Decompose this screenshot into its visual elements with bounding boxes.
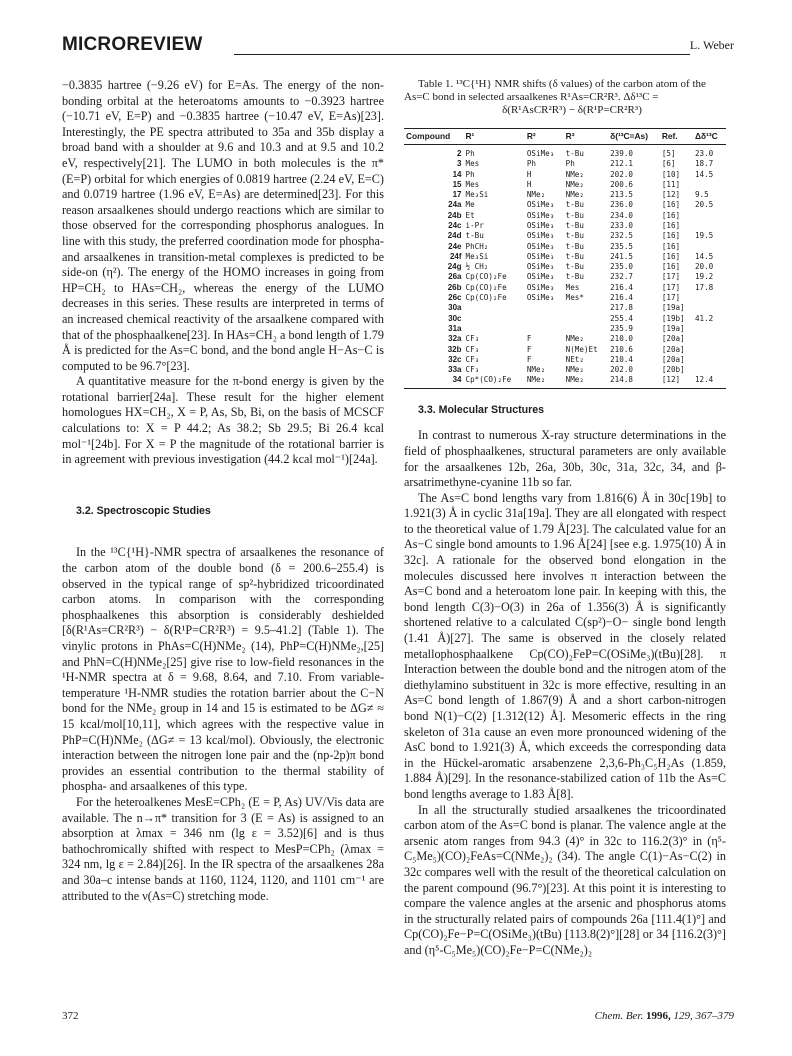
table-cell: 31a — [448, 323, 462, 333]
table-cell — [693, 345, 726, 355]
table-cell: 14.5 — [694, 169, 714, 179]
author-name: L. Weber — [689, 38, 734, 52]
table-cell: NMe₂ — [564, 375, 608, 388]
table-cell: Me — [465, 200, 475, 210]
table-cell: 241.5 — [610, 251, 633, 261]
table-cell: Ph — [465, 169, 475, 179]
table-cell: 17 — [452, 190, 462, 200]
table-cell: 210.6 — [610, 344, 633, 354]
table-row — [404, 365, 726, 375]
table-row — [404, 283, 726, 293]
column-header: R¹ — [464, 128, 525, 144]
table-cell: Mes — [465, 179, 480, 189]
table-cell: 24d — [447, 231, 462, 241]
table-cell: 24e — [448, 241, 462, 251]
paragraph: A quantitative measure for the π-bond energy is given by the rotational barrier[24a]. These result for the higher element homologues HX=CH₂, X = P, As, Sb, Bi, on the basis of MCSCF calculations to: X = P 44.2; As 38.2; Sb 29.5; Bi 26.4 kcal mol⁻¹[24b]. For X = P the magnitude of the rotational barrier is in agreement with previous investigation (44.2 kcal mol⁻¹)[24a]. — [62, 374, 384, 467]
table-cell: 15 — [452, 179, 462, 189]
table-cell: OSiMe₃ — [526, 293, 555, 303]
table-cell: t-Bu — [565, 241, 584, 251]
table-cell: i-Pr — [465, 220, 484, 230]
nmr-table — [404, 128, 726, 389]
table-cell: 30c — [448, 313, 462, 323]
table-cell: Me₃Si — [465, 251, 489, 261]
table-cell: CF₃ — [465, 344, 480, 354]
table-row — [404, 355, 726, 365]
paragraph: The As=C bond lengths vary from 1.816(6) Å in 30c[19b] to 1.921(3) Å in cyclic 31a[19a]. They are all elongated with respect to the theoretical value of 1.79 Å[23]. The calculated value for an As−C single bond amounts to 1.96 Å[24] [see e.g. 1.975(10) Å in 32c]. A rationale for the observed bond elongation in the molecules discussed here involves π interaction between the As=C bond and a heteroatom lone pair. In keeping with this, the bond length C(3)−O(3) in 26a of 1.356(3) Å is significantly shortened relative to a calculated C(sp²)−O− single bond length (1.41 Å)[27]. The same is observed in the closely related metallophosphaalkene Cp(CO)₂FeP=C(OSiMe₃)(tBu)[28]. π Interaction between the double bond and the nitrogen atom of the diethylamino substituent in 32c is more effective, resulting in an As=C bond length of 1.867(9) Å and a short carbon-nitrogen bond N(1)−C(2) [1.312(12) Å]. Mesomeric effects in the ring skeleton of 31a cause an even more pronounced widening of the AsC bond to 1.921(3) Å, which exceeds the corresponding data in the Hückel-aromatic arsabenzene 2,3,6-Ph₃C₅H₂As (1.859, 1.884 Å)[29]. In the resonance-stabilized cation of 11b the As=C bond lengths average to 1.83 Å[8]. — [404, 490, 726, 801]
table-cell: 26c — [448, 293, 462, 303]
table-cell: 214.8 — [608, 375, 660, 388]
column-header: δ(¹³C=As) — [608, 128, 660, 144]
paragraph: In contrast to numerous X-ray structure determinations in the field of phosphaalkenes, structural parameters are only available for the arsaalkenes 12b, 26a, 30b, 30c, 31a, 32c, 34, and β-arsatrimethyne-cyanine 11b so far. — [404, 428, 726, 490]
table-cell: 19.2 — [694, 272, 714, 282]
table-cell: [19a] — [661, 303, 685, 313]
section-title: MICROREVIEW — [62, 34, 203, 55]
table-cell: 202.0 — [610, 365, 633, 375]
page-header — [62, 30, 734, 64]
table-cell: 33a — [448, 365, 462, 375]
table-cell: 255.4 — [610, 313, 633, 323]
table-cell — [693, 303, 726, 313]
table-cell: Mes — [465, 159, 480, 169]
table-cell — [693, 334, 726, 344]
table-cell: 235.0 — [610, 262, 633, 272]
column-header: Ref. — [660, 128, 693, 144]
table-cell: 34 — [404, 375, 464, 388]
table-cell: OSiMe₃ — [526, 231, 555, 241]
table-cell: Mes — [565, 282, 580, 292]
column-header: Compound — [404, 128, 464, 144]
table-cell: 239.0 — [610, 148, 633, 158]
table-caption: Table 1. ¹³C{¹H} NMR shifts (δ values) of the carbon atom of the As=C bond in selected arsaalkenes R¹As=CR²R³. Δδ¹³C = — [404, 78, 706, 104]
table-cell: t-Bu — [565, 220, 584, 230]
table-cell: 24c — [448, 220, 462, 230]
table-cell: 213.5 — [610, 190, 633, 200]
table-cell: [16] — [661, 231, 681, 241]
table-cell — [525, 324, 564, 334]
table-cell: 234.0 — [610, 210, 633, 220]
table-caption-formula: δ(R¹AsCR²R³) − δ(R¹P=CR²R³) — [502, 104, 642, 117]
table-cell: [16] — [661, 241, 681, 251]
table-cell: [12] — [661, 190, 681, 200]
table-cell: N(Me)Et — [565, 344, 598, 354]
table-cell: Cp(CO)₂Fe — [465, 272, 507, 282]
column-header: Δδ¹³C — [693, 128, 726, 144]
table-cell: [19a] — [661, 323, 685, 333]
table-cell: 17.8 — [694, 282, 714, 292]
table-row — [404, 334, 726, 344]
table-cell: NMe₂ — [565, 334, 584, 344]
table-row — [404, 221, 726, 231]
table-cell — [564, 303, 608, 313]
table-cell: CF₃ — [465, 365, 480, 375]
table-cell: Cp(CO)₂Fe — [465, 282, 507, 292]
table-row — [404, 324, 726, 334]
paragraph: In the ¹³C{¹H}-NMR spectra of arsaalkenes the resonance of the carbon atom of the double bond (δ = 200.6–255.4) is observed in the typical range of sp²-hybridized tricoordinated carbon atoms. In comparison with the corresponding phosphaalkenes this absorption is considerably deshielded [δ(R¹As=CR²R³) − δ(R¹P=CR²R³) = 9.5–41.2] (Table 1). The vinylic protons in PhAs=C(H)NMe₂ (14), PhP=C(H)NMe₂,[25] and PhN=C(H)NMe₂[25] give rise to low-field resonances in the ¹H-NMR spectra at δ = 9.68, 8.64, and 7.10. From variable-temperature ¹H-NMR studies the rotation barrier about the C−N bond for the NMe₂ group in 14 and 15 is estimated to be ΔG≠ ≈ 15 kcal/mol[10,11], which agrees with the respective value in PhP=C(H)NMe₂ (ΔG≠ = 13 kcal/mol). Obviously, the electronic interaction between the nitrogen lone pair and the (np-2p)π bond provides an essential contribution to the thermal stability of phospha- and arsaalkenes of this type. — [62, 545, 384, 794]
table-cell — [564, 314, 608, 324]
table-cell: [16] — [661, 220, 681, 230]
table-cell: 216.4 — [610, 282, 633, 292]
table-body — [404, 144, 726, 388]
table-cell: 32a — [448, 334, 462, 344]
table-cell: OSiMe₃ — [526, 282, 555, 292]
table-row — [404, 345, 726, 355]
table-cell — [693, 293, 726, 303]
table-cell — [693, 221, 726, 231]
table-cell: 9.5 — [694, 190, 709, 200]
table-cell: OSiMe₃ — [526, 220, 555, 230]
table-row — [404, 144, 726, 159]
table-cell: 24g — [447, 262, 462, 272]
journal-citation — [595, 1010, 734, 1022]
table-row — [404, 262, 726, 272]
column-header: R² — [525, 128, 564, 144]
table-cell: 236.0 — [610, 200, 633, 210]
table-cell: NMe₂ — [526, 365, 546, 375]
table-cell: 32b — [447, 344, 462, 354]
table-cell: 24f — [449, 251, 462, 261]
table-cell: Ph — [465, 148, 475, 158]
table-cell — [693, 242, 726, 252]
table-cell: t-Bu — [565, 200, 584, 210]
table-cell: NMe₂ — [565, 365, 584, 375]
table-cell: [20a] — [661, 344, 685, 354]
table-row — [404, 190, 726, 200]
table-cell: 200.6 — [610, 179, 633, 189]
table-row — [404, 231, 726, 241]
left-column — [62, 78, 384, 904]
table-row — [404, 314, 726, 324]
table-cell — [693, 324, 726, 334]
table-cell — [693, 355, 726, 365]
table-cell: 20.5 — [694, 200, 714, 210]
table-cell — [693, 180, 726, 190]
table-cell: CF₃ — [465, 354, 480, 364]
table-cell: [12] — [660, 375, 693, 388]
table-cell: 235.9 — [610, 323, 633, 333]
section-heading: 3.2. Spectroscopic Studies — [76, 504, 211, 517]
table-cell: t-Bu — [465, 231, 484, 241]
table-row — [404, 375, 726, 388]
table-row — [404, 159, 726, 169]
table-row — [404, 303, 726, 313]
table-cell: 232.7 — [610, 272, 633, 282]
table-cell: [17] — [661, 282, 681, 292]
table-cell: 216.4 — [610, 293, 633, 303]
table-cell — [464, 314, 525, 324]
table-row — [404, 180, 726, 190]
table-cell: 20.0 — [694, 262, 714, 272]
table-cell — [564, 324, 608, 334]
table-cell: 210.4 — [610, 354, 633, 364]
table-cell: NMe₂ — [525, 375, 564, 388]
table-cell: 202.0 — [610, 169, 633, 179]
paragraph: In all the structurally studied arsaalkenes the tricoordinated carbon atom of the As=C bond is planar. The valence angle at the arsenic atom ranges from 94.3 (4)° in 32c to 116.2(3)° in (η⁵-C₅Me₅)(CO)₂FeAs=C(NMe₂)₂ (34). The angle C(1)−As−C(2) in 32c compares well with the result of the theoretical calculation on the parent compound (96.7°)[23]. At this point it is interesting to compare the valence angles at the arsenic and phosphorus atoms in the structurally related pairs of compounds 26a [111.4(1)°] and Cp(CO)₂Fe−P=C(OSiMe₃)(tBu) [113.8(2)°][28] or 34 [116.2(3)°] and (η⁵-C₅Me₅)(CO)₂Fe−P=C(NMe₂)₂ — [404, 802, 726, 957]
table-row — [404, 242, 726, 252]
table-cell: Cp(CO)₂Fe — [465, 293, 507, 303]
page-number: 372 — [62, 1010, 79, 1022]
table-cell: t-Bu — [565, 231, 584, 241]
table-cell: NMe₂ — [565, 179, 584, 189]
table-cell: CF₃ — [465, 334, 480, 344]
table-cell — [464, 303, 525, 313]
table-cell: [11] — [661, 179, 681, 189]
table-cell: [16] — [661, 200, 681, 210]
table-cell: F — [526, 354, 532, 364]
table-cell — [464, 324, 525, 334]
table-cell: F — [526, 344, 532, 354]
table-cell: ½ CH₂ — [465, 262, 489, 272]
table-cell: 14.5 — [694, 251, 714, 261]
table-cell: 232.5 — [610, 231, 633, 241]
table-cell: PhCH₂ — [465, 241, 489, 251]
table-cell: NEt₂ — [565, 354, 584, 364]
column-header: R³ — [564, 128, 608, 144]
paragraph: −0.3835 hartree (−9.26 eV) for E=As. The energy of the non-bonding orbital at the heteroatoms amounts to −0.3923 hartree (−10.71 eV, E=P) and −0.3835 hartree (−10.47 eV, E=As)[23]. Interestingly, the PE spectra attributed to 35a and 35b display a broad band with a shoulder at 9.6 and 10.3 and at 9.5 and 10.2 eV, respectively[21]. The LUMO in both molecules is the π* (E=P) orbital for which energies of 0.0819 hartree (2.24 eV, E=C) and 0.0719 hartree (1.96 eV, E=As) are determined[23]. For this reason arsaalkenes should undergo reactions which are similar to those observed for the corresponding phosphorus analogues. In line with this study, the preferred coordination mode for phospha- and arsaalkenes in transition-metal complexes is predicted to be side-on (η²). The energy of the HOMO increases in going from HP=CH₂ to HAs=CH₂, whereas the energy of the LUMO decreases in this series. These results are interpreted in terms of an increased chemical reactivity of the arsaalkene compared with that of the phosphaalkene[23]. In HAs=CH₂ a bond length of 1.79 Å is predicted for the As=C bond, and the bond angle H−As−C is computed to be 96.7°[23]. — [62, 78, 384, 373]
table-cell: Cp*(CO)₂Fe — [464, 375, 525, 388]
table-row — [404, 170, 726, 180]
table-cell: 26a — [448, 272, 462, 282]
journal-name: Chem. Ber. — [594, 1010, 644, 1022]
table-cell: OSiMe₃ — [526, 241, 555, 251]
right-column — [404, 78, 726, 959]
table-cell: Ph — [565, 159, 575, 169]
table-cell: OSiMe₃ — [526, 262, 555, 272]
table-cell: NMe₂ — [526, 190, 546, 200]
table-cell: 12.4 — [693, 375, 726, 388]
paragraph: For the heteroalkenes MesE=CPh₂ (E = P, As) UV/Vis data are available. The n→π* transition for 3 (E = As) is assigned to an absorption at λmax = 346 nm (lg ε = 3.52)[6] and is thus bathochromically shifted with respect to MesP=CPh₂ (λmax = 324 nm, lg ε = 2.84)[26]. In the IR spectra of the arsaalkenes 28a and 30a–c intense bands at 1160, 1124, 1120, and 1101 cm⁻¹ are attributed to the ν(As=C) stretching mode. — [62, 794, 384, 903]
table-cell: t-Bu — [565, 272, 584, 282]
table-cell: [16] — [661, 251, 681, 261]
table-cell: 23.0 — [694, 148, 714, 158]
table-cell: [16] — [661, 262, 681, 272]
table-cell: OSiMe₃ — [526, 251, 555, 261]
table-cell: 18.7 — [694, 159, 714, 169]
table-cell — [693, 365, 726, 375]
header-rule — [234, 54, 690, 55]
table-cell: 3 — [457, 159, 462, 169]
table-cell: 24b — [447, 210, 462, 220]
table-cell: NMe₂ — [565, 190, 584, 200]
table-cell: 41.2 — [694, 313, 714, 323]
table-cell: t-Bu — [565, 210, 584, 220]
table-row — [404, 211, 726, 221]
section-heading: 3.3. Molecular Structures — [418, 403, 544, 416]
table-cell: 32c — [448, 354, 462, 364]
table-cell: H — [526, 179, 532, 189]
table-cell: [16] — [661, 210, 681, 220]
table-cell: OSiMe₃ — [526, 272, 555, 282]
table-row — [404, 272, 726, 282]
table-cell: t-Bu — [565, 251, 584, 261]
table-cell: [6] — [661, 159, 676, 169]
table-cell: [10] — [661, 169, 681, 179]
journal-volume-pages: 129, 367–379 — [673, 1010, 734, 1022]
table-cell: 217.8 — [610, 303, 633, 313]
table-cell: [20b] — [661, 365, 685, 375]
table-cell: OSiMe₃ — [526, 200, 555, 210]
table-cell: OSiMe₃ — [526, 210, 555, 220]
table-cell: [20a] — [661, 354, 685, 364]
table-cell: Ph — [526, 159, 537, 169]
table-cell: [20a] — [661, 334, 685, 344]
table-cell: [17] — [661, 272, 681, 282]
table-row — [404, 200, 726, 210]
table-cell: [5] — [661, 148, 676, 158]
table-cell: [17] — [661, 293, 681, 303]
table-cell: 19.5 — [694, 231, 714, 241]
table-cell: 210.0 — [610, 334, 633, 344]
table-cell — [525, 314, 564, 324]
table-cell: NMe₂ — [565, 169, 584, 179]
table-cell: [19b] — [661, 313, 685, 323]
table-cell: Mes* — [565, 293, 584, 303]
table-cell: 24a — [448, 200, 462, 210]
table-cell: t-Bu — [565, 148, 584, 158]
table-cell: 26b — [447, 282, 462, 292]
journal-year: 1996, — [646, 1010, 671, 1022]
table-cell: F — [526, 334, 532, 344]
table-row — [404, 293, 726, 303]
table-cell: 235.5 — [610, 241, 633, 251]
table-cell: 30a — [448, 303, 462, 313]
table-cell: Me₃Si — [465, 190, 489, 200]
table-cell — [525, 303, 564, 313]
table-cell: 2 — [457, 148, 462, 158]
table-cell: Et — [465, 210, 475, 220]
table-cell: OSiMe₃ — [526, 148, 555, 158]
table-cell — [693, 211, 726, 221]
table-row — [404, 252, 726, 262]
table-cell: 14 — [452, 169, 462, 179]
table-cell: H — [526, 169, 532, 179]
table-cell: 233.0 — [610, 220, 633, 230]
table-cell: t-Bu — [565, 262, 584, 272]
table-cell: 212.1 — [610, 159, 633, 169]
